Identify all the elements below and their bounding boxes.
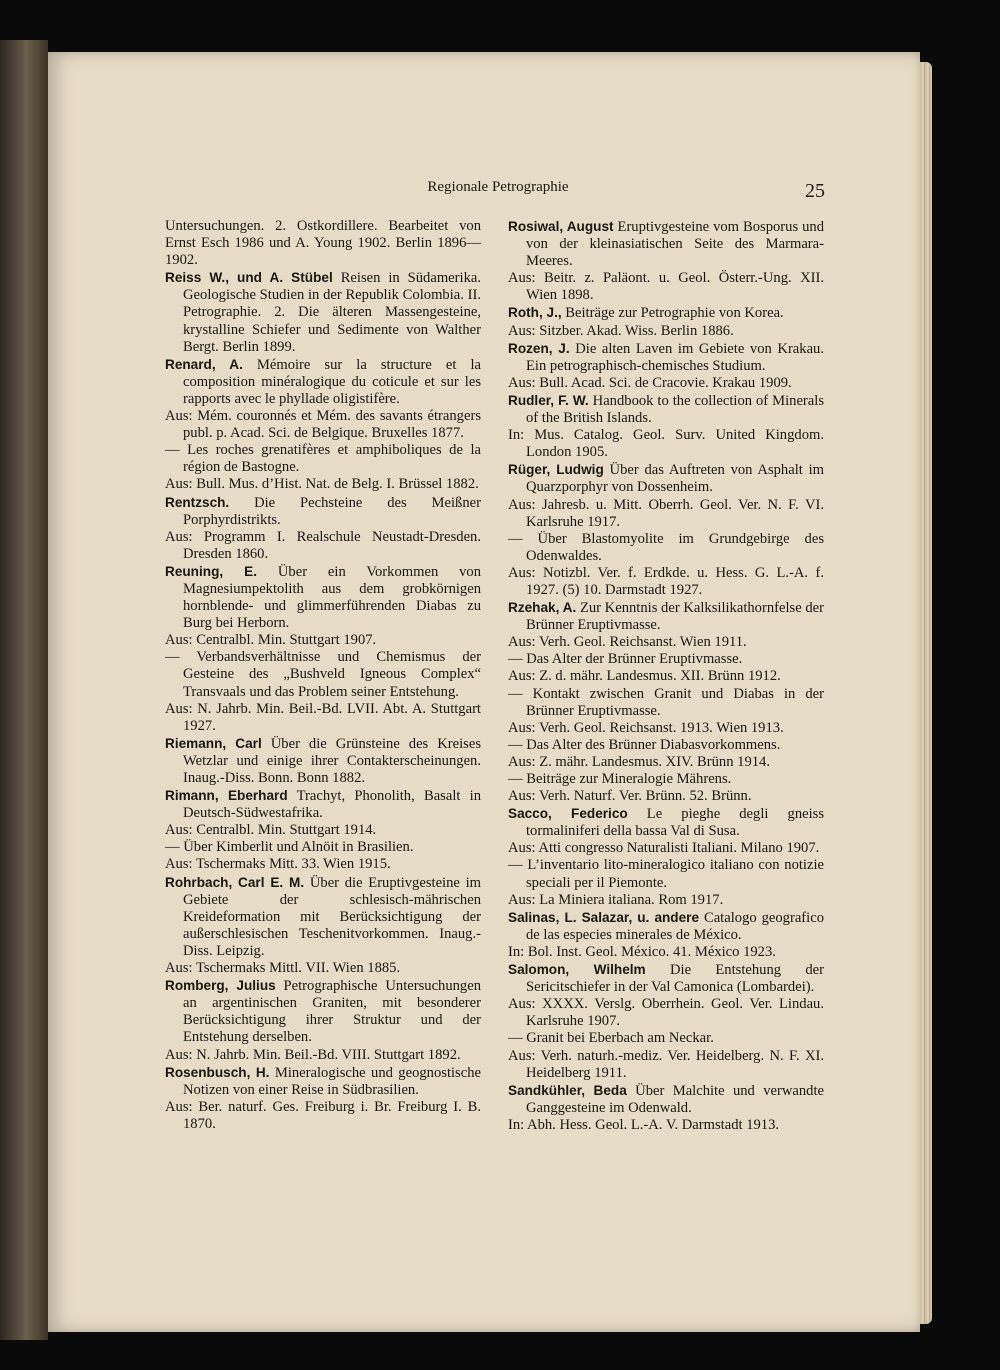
entry-title: Beiträge zur Petrographie von Korea. — [565, 305, 784, 322]
entry-source: Aus: Programm I. Realschule Neustadt-Dresden. Dresden 1860. — [165, 528, 481, 562]
bibliography-entry — [165, 494, 481, 563]
entry-author: Sacco, Federico — [508, 806, 628, 822]
bibliography-entry — [165, 874, 481, 978]
bibliography-entry — [508, 218, 824, 304]
entry-source: Aus: Bull. Mus. d’Hist. Nat. de Belg. I. Brüssel 1882. — [165, 476, 479, 493]
bibliography-entry — [165, 269, 481, 355]
entry-title: Petrographische Untersuchungen an argentinischen Graniten, mit besonderer Berücksichtigung ihrer Struktur und der Entstehung derselben. — [183, 978, 482, 1046]
bibliography-entry — [508, 771, 824, 805]
left-column — [165, 218, 481, 1133]
entry-title: Das Alter der Brünner Eruptivmasse. — [526, 651, 743, 668]
bibliography-entry — [165, 839, 481, 873]
repeat-author-dash: — — [508, 736, 523, 753]
repeat-author-dash: — — [508, 530, 523, 547]
entry-author: Rosenbusch, H. — [165, 1064, 270, 1080]
bibliography-entry — [508, 461, 824, 530]
entry-title: Über ein Vorkommen von Magnesiumpektolith aus dem grobkörnigen hornblende- und glimmerführenden Diabas zu Burg bei Herborn. — [183, 563, 481, 632]
bibliography-entry — [508, 531, 824, 599]
bibliography-entry — [508, 1030, 824, 1081]
entry-author: Rudler, F. W. — [508, 392, 589, 408]
entry-author: Rzehak, A. — [508, 600, 577, 616]
repeat-author-dash: — — [165, 442, 180, 459]
bibliography-entry — [165, 442, 481, 493]
repeat-author-dash: — — [508, 685, 523, 702]
entry-title: Eruptivgesteine vom Bosporus und von der kleinasiatischen Seite des Marmara-Meeres. — [526, 219, 824, 270]
repeat-author-dash: — — [508, 771, 523, 787]
bibliography-entry — [508, 686, 824, 737]
entry-source: Aus: Sitzber. Akad. Wiss. Berlin 1886. — [508, 322, 734, 339]
entry-title: Die Entstehung der Sericitschiefer in der Val Camonica (Lombardei). — [526, 962, 824, 996]
bibliography-entry — [508, 961, 824, 1030]
bibliography-entry — [508, 599, 824, 651]
bibliography-entry — [165, 977, 481, 1063]
bibliography-entry — [508, 340, 824, 392]
entry-source: Aus: Verh. Geol. Reichsanst. Wien 1911. — [508, 634, 747, 651]
bibliography-entry — [165, 1064, 481, 1133]
entry-author: Roth, J., — [508, 305, 562, 321]
entry-title: Kontakt zwischen Granit und Diabas in der Brünner Eruptivmasse. — [526, 685, 824, 719]
book-page — [48, 52, 920, 1332]
repeat-author-dash: — — [165, 839, 180, 856]
entry-source: Aus: N. Jahrb. Min. Beil.-Bd. VIII. Stuttgart 1892. — [165, 1046, 461, 1063]
entry-title: Verbandsverhältnisse und Chemismus der Gesteine des „Bushveld Igneous Complex“ Transvaals und das Problem seiner Entstehung. — [183, 649, 481, 700]
entry-author: Renard, A. — [165, 356, 243, 372]
entry-source: Aus: Jahresb. u. Mitt. Oberrh. Geol. Ver. N. F. VI. Karlsruhe 1917. — [508, 496, 824, 530]
entry-source: Aus: Z. mähr. Landesmus. XIV. Brünn 1914. — [508, 753, 770, 770]
entry-title: Beiträge zur Mineralogie Mährens. — [526, 771, 732, 787]
entry-title: Über Blastomyolite im Grundgebirge des Odenwaldes. — [526, 530, 825, 564]
entry-source: Aus: Atti congresso Naturalisti Italiani. Milano 1907. — [508, 840, 820, 857]
repeat-author-dash: — — [508, 1030, 523, 1047]
entry-title: Über die Eruptivgesteine im Gebiete der schlesisch-mährischen Kreideformation mit Berücksichtigung der außerschlesischen Teschenitvorkommen. Inaug.-Diss. Leipzig. — [183, 874, 481, 959]
entry-source: In: Mus. Catalog. Geol. Surv. United Kingdom. London 1905. — [508, 427, 824, 461]
entry-title: Zur Kenntnis der Kalksilikathornfelse der Brünner Eruptivmasse. — [526, 600, 824, 634]
entry-title: Über Kimberlit und Alnöit in Brasilien. — [183, 839, 414, 856]
entry-source: Aus: Z. d. mähr. Landesmus. XII. Brünn 1912. — [508, 668, 781, 685]
entry-author: Rimann, Eberhard — [165, 788, 288, 804]
entry-author: Rüger, Ludwig — [508, 462, 604, 478]
bibliography-entry — [508, 1082, 824, 1134]
entry-source: Aus: Verh. Naturf. Ver. Brünn. 52. Brünn. — [508, 788, 752, 805]
entry-author: Reuning, E. — [165, 563, 257, 579]
entry-title: Mémoire sur la structure et la composition minéralogique du coticule et sur les rapports avec le phyllade oligistifère. — [183, 356, 481, 407]
bibliography-entry — [165, 787, 481, 839]
entry-title: Les roches grenatifères et amphiboliques de la région de Bastogne. — [183, 442, 481, 476]
bibliography-entry — [165, 356, 481, 442]
bibliography-entry — [165, 563, 481, 649]
entry-author: Rosiwal, August — [508, 219, 614, 234]
entry-source: Aus: Tschermaks Mitt. 33. Wien 1915. — [165, 856, 391, 873]
right-column — [508, 218, 824, 1134]
entry-source: Aus: Bull. Acad. Sci. de Cracovie. Krakau 1909. — [508, 374, 792, 391]
entry-source: In: Bol. Inst. Geol. México. 41. México 1923. — [508, 943, 776, 960]
repeat-author-dash: — — [508, 857, 523, 874]
entry-author: Sandkühler, Beda — [508, 1082, 627, 1098]
entry-title: Catalogo geografico de las especies minerales de México. — [526, 909, 824, 943]
bibliography-entry — [165, 649, 481, 734]
repeat-author-dash: — — [508, 651, 523, 668]
entry-source: Aus: Mém. couronnés et Mém. des savants étrangers publ. p. Acad. Sci. de Belgique. Bruxelles 1877. — [165, 408, 481, 442]
bibliography-entry — [508, 304, 824, 339]
entry-title: Die Pechsteine des Meißner Porphyrdistrikts. — [183, 494, 481, 528]
entry-source: Aus: N. Jahrb. Min. Beil.-Bd. LVII. Abt. A. Stuttgart 1927. — [165, 700, 481, 734]
bibliography-entry — [508, 651, 824, 685]
entry-title: Handbook to the collection of Minerals of the British Islands. — [526, 392, 825, 427]
bibliography-entry — [508, 805, 824, 857]
entry-source: Aus: Tschermaks Mittl. VII. Wien 1885. — [165, 960, 401, 977]
page-number: 25 — [805, 180, 825, 202]
entry-author: Romberg, Julius — [165, 978, 276, 994]
entry-source: Aus: Verh. naturh.-mediz. Ver. Heidelberg. N. F. XI. Heidelberg 1911. — [508, 1047, 824, 1081]
entry-source: Aus: Centralbl. Min. Stuttgart 1914. — [165, 822, 377, 839]
entry-title: Le pieghe degli gneiss tormaliniferi della bassa Val di Susa. — [526, 806, 825, 840]
entry-title: Untersuchungen. 2. Ostkordillere. Bearbeitet von Ernst Esch 1986 und A. Young 1902. Berlin 1896—1902. — [165, 218, 481, 269]
entry-title: Granit bei Eberbach am Neckar. — [526, 1030, 714, 1047]
entry-author: Riemann, Carl — [165, 735, 262, 751]
bibliography-entry — [508, 857, 824, 908]
entry-title: Das Alter des Brünner Diabasvorkommens. — [526, 736, 781, 753]
entry-title: Über die Grünsteine des Kreises Wetzlar und einige ihrer Contakterscheinungen. Inaug.-Diss. Bonn. Bonn 1882. — [183, 735, 482, 786]
repeat-author-dash: — — [165, 649, 180, 666]
entry-author: Reiss W., und A. Stübel — [165, 270, 333, 286]
entry-title: Über Malchite und verwandte Ganggesteine im Odenwald. — [526, 1082, 824, 1116]
running-title: Regionale Petrographie — [427, 179, 569, 195]
entry-title: Reisen in Südamerika. Geologische Studien in der Republik Colombia. II. Petrographie. 2. Die älteren Massengesteine, krystalline Schiefer und Sedimente von Walther Bergt. Berlin 1899. — [183, 270, 481, 355]
entry-source: Aus: Ber. naturf. Ges. Freiburg i. Br. Freiburg I. B. 1870. — [165, 1098, 481, 1132]
entry-source: Aus: XXXX. Verslg. Oberrhein. Geol. Ver. Lindau. Karlsruhe 1907. — [508, 996, 824, 1030]
entry-source: Aus: Verh. Geol. Reichsanst. 1913. Wien 1913. — [508, 719, 784, 736]
bibliography-entry — [165, 218, 481, 269]
entry-source: Aus: Beitr. z. Paläont. u. Geol. Österr.-Ung. XII. Wien 1898. — [508, 270, 824, 304]
entry-author: Rozen, J. — [508, 340, 570, 356]
entry-author: Salinas, L. Salazar, u. andere — [508, 909, 700, 925]
bibliography-entry — [508, 737, 824, 771]
entry-source: In: Abh. Hess. Geol. L.-A. V. Darmstadt 1913. — [508, 1116, 780, 1133]
entry-source: Aus: Notizbl. Ver. f. Erdkde. u. Hess. G. L.-A. f. 1927. (5) 10. Darmstadt 1927. — [508, 564, 824, 598]
entry-author: Salomon, Wilhelm — [508, 962, 646, 978]
bibliography-entry — [508, 392, 824, 461]
entry-title: Über das Auftreten von Asphalt im Quarzporphyr von Dossenheim. — [526, 462, 824, 496]
entry-source: Aus: Centralbl. Min. Stuttgart 1907. — [165, 632, 377, 649]
bibliography-entry — [508, 909, 824, 961]
entry-title: Mineralogische und geognostische Notizen von einer Reise in Südbrasilien. — [183, 1064, 481, 1098]
entry-title: Die alten Laven im Gebiete von Krakau. Ein petrographisch-chemisches Studium. — [526, 340, 824, 374]
entry-source: Aus: La Miniera italiana. Rom 1917. — [508, 891, 724, 908]
entry-author: Rentzsch. — [165, 494, 230, 510]
bibliography-entry — [165, 735, 481, 787]
book-spine-edge — [0, 40, 48, 1340]
entry-title: L’inventario lito-mineralogico italiano con notizie speciali per il Piemonte. — [526, 857, 825, 891]
entry-title: Trachyt, Phonolith, Basalt in Deutsch-Südwestafrika. — [183, 788, 481, 822]
entry-author: Rohrbach, Carl E. M. — [165, 874, 305, 890]
